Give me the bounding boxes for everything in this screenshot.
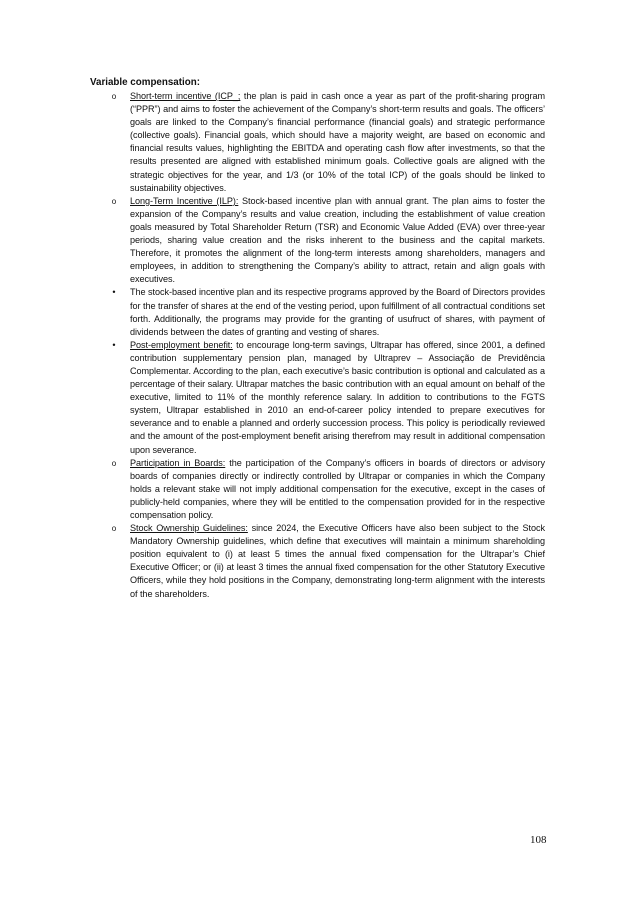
list-item-stock-ownership-guidelines — [111, 522, 545, 601]
item-title: Short-term incentive (ICP_; — [130, 91, 241, 101]
item-title: Stock Ownership Guidelines: — [130, 523, 248, 534]
section-heading: Variable compensation: — [90, 77, 200, 88]
solid-bullet-icon: • — [112, 339, 116, 350]
page-number: 108 — [530, 834, 547, 846]
list-item-text — [130, 195, 545, 287]
hollow-bullet-icon: o — [111, 524, 117, 534]
hollow-bullet-icon: o — [111, 458, 117, 468]
list-item-text — [130, 90, 545, 195]
list-item-post-employment-benefit — [112, 339, 545, 457]
item-title: Post-employment benefit: — [130, 339, 233, 350]
item-body: the participation of the Company’s officers in boards of directors or advisory boards of companies directly or indirectly controlled by Ultrapar or companies in which the Company holds a relevant stake will not imply additional compensation for the executive, except in the cases of publicly-held companies, where they will be entitled to the compensation provided for in the respective compensation policy. — [130, 457, 545, 520]
list-item-text — [130, 457, 545, 522]
list-item-text — [130, 522, 545, 601]
compensation-list — [111, 90, 545, 601]
item-title: Long-Term Incentive (ILP): — [130, 195, 239, 206]
item-body: Stock-based incentive plan with annual grant. The plan aims to foster the expansion of the Company’s results and value creation, including the establishment of value creation goals measured by Total Shareholder Return (TSR) and Economic Value Added (EVA) over three-year periods, sharing value creation and the risks inherent to the business and the capital markets. Therefore, it promotes the alignment of the long-term interests among shareholders, managers and employees, in addition to strengthening the Company’s ability to attract, retain and align goals with executives. — [130, 195, 545, 285]
item-body: the plan is paid in cash once a year as part of the profit-sharing program (“PPR”) and aims to foster the achievement of the Company’s short-term results and goals. The officers’ goals are linked to the Company’s financial performance (financial goals) and strategic performance (collective goals). Financial goals, which should have a majority weight, are based on economic and financial results values, highlighting the EBITDA and operating cash flow after investments, so that the results presented are aligned with established minimum goals. Collective goals are aligned with the strategic objectives for the year, and 1/3 (or 10% of the total ICP) of the goals should be linked to sustainability objectives. — [130, 91, 545, 193]
hollow-bullet-icon: o — [111, 196, 117, 206]
item-body: since 2024, the Executive Officers have also been subject to the Stock Mandatory Ownership guidelines, which define that executives will maintain a minimum shareholding position equivalent to (i) at least 5 times the annual fixed compensation for the Ultrapar’s Chief Executive Officer; or (ii) at least 3 times the annual fixed compensation for the other Statutory Executive Officers, while they hold positions in the Company, demonstrating long-term alignment with the interests of the shareholders. — [130, 523, 545, 599]
solid-bullet-icon: • — [112, 287, 116, 298]
item-title: Participation in Boards: — [130, 457, 226, 468]
list-item-text — [130, 286, 545, 338]
list-item-short-term-incentive — [111, 90, 545, 195]
item-body: to encourage long-term savings, Ultrapar has offered, since 2001, a defined contribution supplementary pension plan, managed by Ultraprev – Associação de Previdência Complementar. According to the plan, each executive’s basic contribution is optional and calculated as a percentage of their salary. Ultrapar matches the basic contribution with an equal amount on behalf of the executive, limited to 11% of the monthly reference salary. In addition to contributions to the FGTS system, Ultrapar established in 2010 an end-of-career policy intended to prepare executives for severance and to enable a planned and orderly succession process. This policy is periodically reviewed and the amount of the post-employment benefit arising therefrom may result in additional compensation upon severance. — [130, 339, 545, 455]
hollow-bullet-icon: o — [111, 92, 117, 101]
list-item-long-term-incentive — [111, 195, 545, 287]
list-item-text — [130, 339, 545, 457]
list-item-participation-in-boards — [111, 457, 545, 522]
list-item-stock-based-plan — [112, 286, 545, 338]
item-body: The stock-based incentive plan and its respective programs approved by the Board of Directors provides for the transfer of shares at the end of the vesting period, upon fulfillment of all contractual conditions set forth. Additionally, the programs may provide for the granting of usufruct of shares, with payment of dividends between the dates of granting and vesting of shares. — [130, 287, 545, 337]
